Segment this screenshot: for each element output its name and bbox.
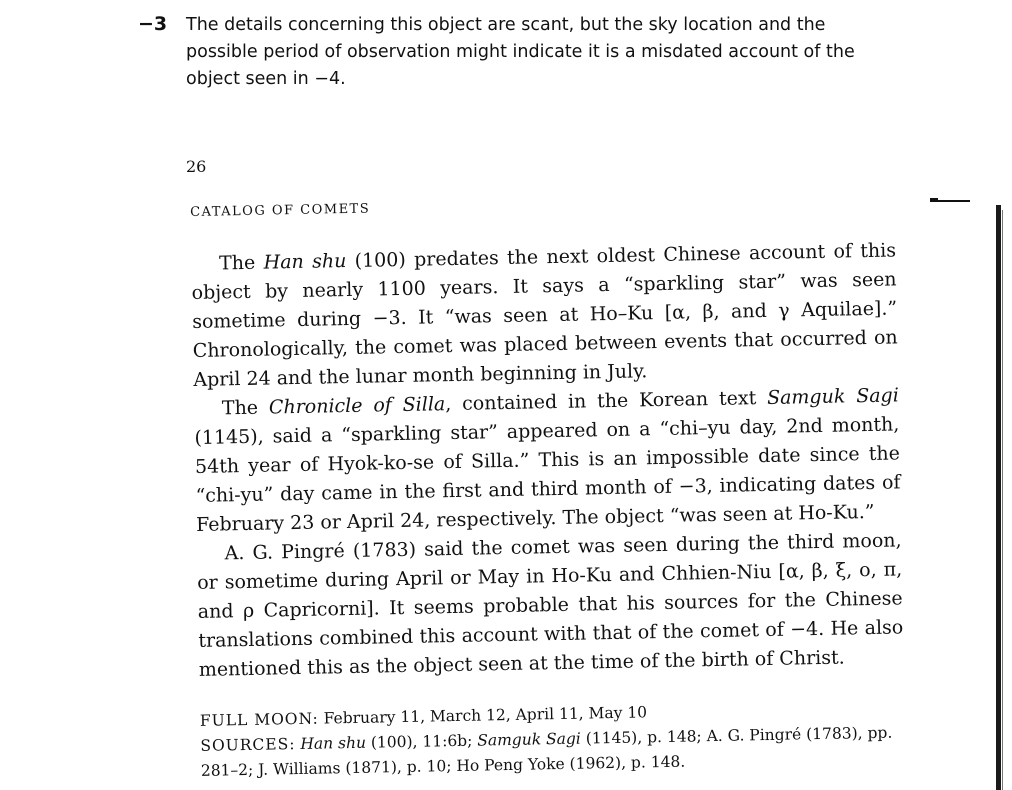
paragraph-pingre bbox=[196, 526, 904, 685]
scan-edge-shadow bbox=[996, 205, 1001, 790]
italic-title: Han shu bbox=[300, 733, 367, 753]
italic-title: Samguk Sagi bbox=[477, 729, 581, 750]
italic-title: Chronicle of Silla bbox=[268, 393, 446, 419]
running-head: CATALOG OF COMETS bbox=[190, 201, 371, 220]
catalog-page bbox=[190, 191, 931, 784]
entry-text: The details concerning this object are scant, but the sky location and the possible period of observation might indicate it is a misdated account of the object seen in −4. bbox=[186, 15, 855, 89]
italic-title: Samguk Sagi bbox=[766, 384, 900, 409]
text-run: (100), 11:6b; bbox=[365, 731, 478, 752]
full-moon-label: FULL MOON: bbox=[199, 709, 319, 730]
text-run: (1145), p. 148; A. G. Pingré (1783), pp. 281–2; J. Williams (1871), p. 10; Ho Peng Yoke (1962), p. 148. bbox=[200, 723, 893, 780]
entry-body bbox=[191, 236, 904, 684]
text-run: The bbox=[221, 396, 270, 420]
text-run: (1145), said a “sparkling star” appeared on a “chi–yu day, 2nd month, 54th year of Hyok-ko-se of Silla.” This is an impossible date since the “chi-yu” day came in the first and third month of −3, indicating dates of February 23 or April 24, respectively. The object “was seen at Ho-Ku.” bbox=[194, 413, 901, 536]
paragraph-han-shu bbox=[191, 236, 899, 395]
text-run: , contained in the Korean text bbox=[445, 386, 768, 416]
paragraph-chronicle-of-silla bbox=[194, 381, 902, 540]
text-run: The bbox=[218, 251, 264, 275]
page-number: 26 bbox=[186, 157, 207, 176]
scan-edge-shadow-inner bbox=[1002, 210, 1003, 790]
full-moon-dates: February 11, March 12, April 11, May 10 bbox=[318, 703, 648, 728]
text-run: A. G. Pingré (1783) said the comet was seen during the third moon, or sometime during April or May in Ho-Ku and Chhien-Niu [α, β, ξ, o, π, and ρ Capricorni]. It seems probable that his sources for the Chinese translations combined this account with that of the comet of −4. He also mentioned this as the object seen at the time of the birth of Christ. bbox=[197, 529, 904, 681]
italic-title: Han shu bbox=[263, 250, 347, 274]
entry-notes bbox=[200, 695, 906, 784]
sources-list bbox=[201, 724, 893, 780]
text-run: (100) predates the next oldest Chinese account of this object by nearly 1100 years. It says a “sparkling star” was seen sometime during −3. It “was seen at Ho–Ku [α, β, and γ Aquilae].” Chronologically, the comet was placed between events that occurred on April 24 and the lunar month beginning in July. bbox=[191, 239, 898, 391]
sources-label: SOURCES: bbox=[200, 735, 296, 755]
scan-edge-mark bbox=[930, 200, 970, 202]
entry-number: −3 bbox=[138, 13, 168, 35]
